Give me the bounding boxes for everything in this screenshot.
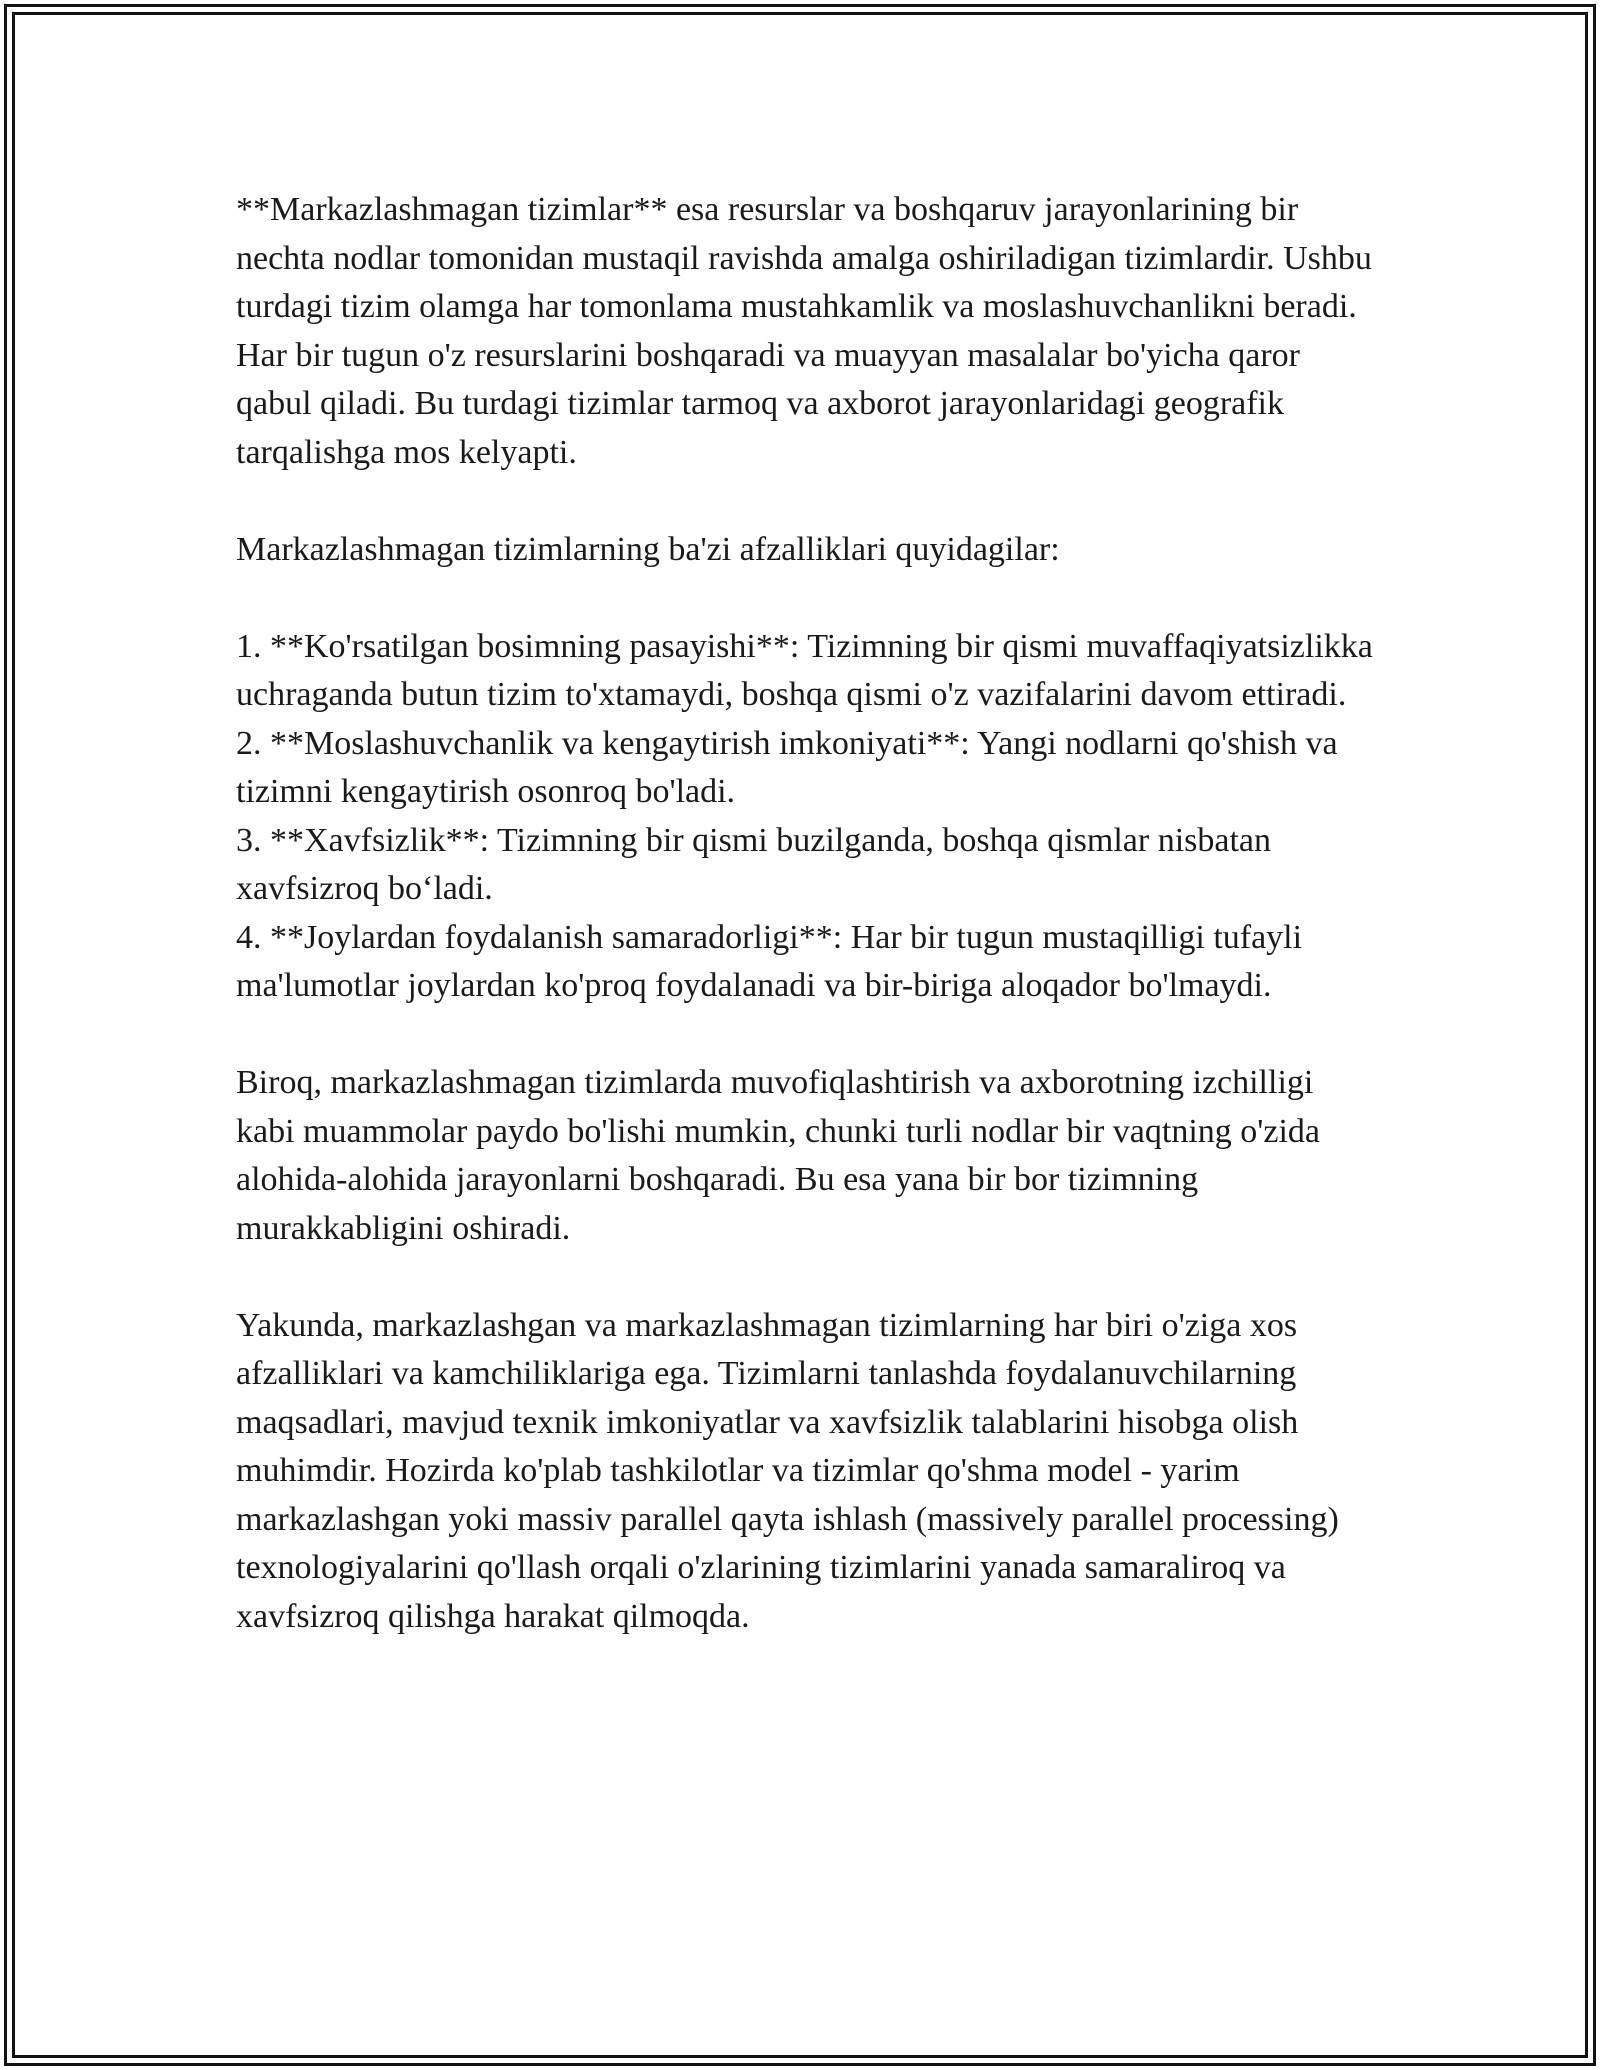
paragraph-spacer	[236, 574, 1376, 623]
paragraph-challenges: Biroq, markazlashmagan tizimlarda muvofiqlashtirish va axborotning izchilligi kabi muammolar paydo bo'lishi mumkin, chunki turli nodlar bir vaqtning o'zida alohida-alohida jarayonlarni boshqaradi. Bu esa yana bir bor tizimning murakkabligini oshiradi.	[236, 1064, 1321, 1247]
list-item: 4. **Joylardan foydalanish samaradorligi**: Har bir tugun mustaqilligi tufayli ma'lumotlar joylardan ko'proq foydalanadi va bir-biriga aloqador bo'lmaydi.	[236, 918, 1303, 1004]
paragraph-advantages-heading: Markazlashmagan tizimlarning ba'zi afzalliklari quyidagilar:	[236, 530, 1060, 568]
paragraph-spacer	[236, 1253, 1376, 1302]
document-body	[236, 186, 1376, 1641]
paragraph-decentralized-intro: **Markazlashmagan tizimlar** esa resurslar va boshqaruv jarayonlarining bir nechta nodlar tomonidan mustaqil ravishda amalga oshiriladigan tizimlardir. Ushbu turdagi tizim olamga har tomonlama mustahkamlik va moslashuvchanlikni beradi. Har bir tugun o'z resurslarini boshqaradi va muayyan masalalar bo'yicha qaror qabul qiladi. Bu turdagi tizimlar tarmoq va axborot jarayonlaridagi geografik tarqalishga mos kelyapti.	[236, 191, 1372, 471]
paragraph-spacer	[236, 477, 1376, 526]
list-item: 2. **Moslashuvchanlik va kengaytirish imkoniyati**: Yangi nodlarni qo'shish va tizimni kengaytirish osonroq bo'ladi.	[236, 724, 1338, 810]
paragraph-spacer	[236, 1011, 1376, 1060]
advantages-list	[236, 623, 1376, 1011]
list-item: 1. **Ko'rsatilgan bosimning pasayishi**: Tizimning bir qismi muvaffaqiyatsizlikka uchraganda butun tizim to'xtamaydi, boshqa qismi o'z vazifalarini davom ettiradi.	[236, 627, 1373, 713]
paragraph-conclusion: Yakunda, markazlashgan va markazlashmagan tizimlarning har biri o'ziga xos afzalliklari va kamchiliklariga ega. Tizimlarni tanlashda foydalanuvchilarning maqsadlari, mavjud texnik imkoniyatlar va xavfsizlik talablarini hisobga olish muhimdir. Hozirda ko'plab tashkilotlar va tizimlar qo'shma model - yarim markazlashgan yoki massiv parallel qayta ishlash (massively parallel processing) texnologiyalarini qo'llash orqali o'zlarining tizimlarini yanada samaraliroq va xavfsizroq qilishga harakat qilmoqda.	[236, 1306, 1339, 1635]
list-item: 3. **Xavfsizlik**: Tizimning bir qismi buzilganda, boshqa qismlar nisbatan xavfsizroq bo‘ladi.	[236, 821, 1272, 907]
